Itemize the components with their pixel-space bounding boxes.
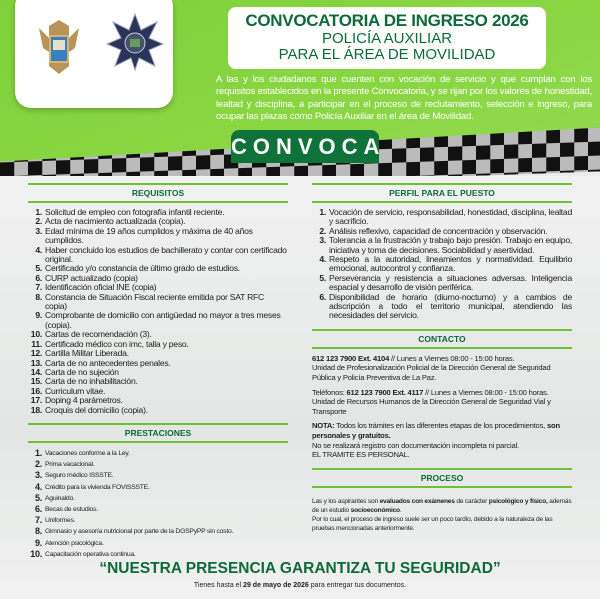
text: de carácter: [454, 497, 489, 505]
section-title: CONTACTO: [312, 329, 572, 349]
prestaciones-section: [28, 423, 288, 560]
text: Las y los aspirantes son: [312, 497, 380, 505]
left-column: [28, 183, 288, 560]
item-text: Vocación de servicio, responsabilidad, honestidad, disciplina, lealtad y sacrificio.: [329, 207, 572, 227]
item-number: 1.: [35, 207, 42, 217]
list-item: [28, 504, 288, 515]
section-title: PRESTACIONES: [28, 423, 288, 443]
section-title: PERFIL PARA EL PUESTO: [312, 183, 572, 203]
item-text: Curriculum vitae.: [45, 385, 106, 396]
item-text: Capacitación operativa continua.: [45, 550, 136, 558]
list-item: [28, 459, 288, 470]
list-item: [28, 293, 288, 312]
contact-1: [312, 354, 572, 383]
requisitos-list: [28, 208, 288, 415]
item-number: 10.: [30, 548, 42, 559]
item-text: Tolerancia a la frustración y trabajo bajo presión. Trabajo en equipo, iniciativa y toma de decisiones. Sociabilidad y asertividad.: [329, 235, 572, 255]
item-text: Solicitud de empleo con fotografía infantil reciente.: [45, 207, 225, 217]
item-text: Acta de nacimiento actualizada (copia).: [45, 216, 186, 227]
text: para entregar tus documentos.: [308, 582, 407, 589]
phone-label: Teléfonos:: [312, 387, 347, 397]
item-number: 15.: [30, 376, 42, 387]
item-text: Carta de no antecedentes penales.: [45, 357, 171, 368]
unit-2: Unidad de Recursos Humanos de la Dirección General de Seguridad Vial y Transporte: [312, 397, 551, 416]
item-number: 7.: [35, 282, 42, 293]
main-title: CONVOCATORIA DE INGRESO 2026: [245, 11, 529, 30]
item-number: 6.: [35, 272, 42, 283]
item-text: Certificado y/o constancia de último grado de estudios.: [45, 263, 241, 274]
item-text: Croquis del domicilio (copia).: [45, 404, 148, 415]
item-text: Prima vacacional.: [45, 461, 95, 469]
deadline-text: [0, 582, 600, 589]
item-text: Becas de estudios.: [45, 505, 98, 513]
item-text: Perseverancia y resistencia a situaciones adversas. Inteligencia espacial y desarrollo de visión periférica.: [329, 272, 572, 293]
list-item: [312, 293, 572, 321]
item-text: Carta de no inhabilitación.: [45, 376, 138, 387]
item-text: Edad mínima de 19 años cumplidos y máxima de 40 años cumplidos.: [45, 225, 253, 246]
item-number: 9.: [34, 537, 42, 548]
item-text: Gimnasio y asesoría nutricional por parte de la DGSPyPP sin costo.: [45, 528, 234, 536]
list-item: [28, 493, 288, 504]
section-title: PROCESO: [312, 468, 572, 488]
list-item: [28, 482, 288, 493]
list-item: [312, 236, 572, 255]
item-text: Seguro médico ISSSTE.: [45, 472, 114, 480]
section-title: REQUISITOS: [28, 183, 288, 203]
list-item: [28, 515, 288, 526]
list-item: [28, 227, 288, 246]
item-number: 4.: [319, 254, 326, 265]
text: Por lo cual, el proceso de ingreso suele ser un poco tardío, debido a la naturaleza de las pruebas mencionadas anteriormente.: [312, 515, 553, 532]
contact-2: [312, 388, 572, 417]
convoca-banner: CONVOCA: [231, 130, 379, 163]
item-text: Certificado médico con imc, talla y peso.: [45, 338, 189, 349]
item-number: 4.: [34, 481, 42, 492]
item-number: 5.: [319, 272, 326, 283]
item-text: Vacaciones conforme a la Ley.: [45, 449, 130, 457]
item-text: Análisis reflexivo, capacidad de concentración y observación.: [329, 225, 548, 236]
item-text: CURP actualizado (copia): [45, 272, 138, 283]
hours-1: // Lunes a Viernes 08:00 - 15:00 horas.: [389, 353, 515, 363]
list-item: [312, 274, 572, 293]
item-text: Carta de no sujeción: [45, 366, 119, 377]
municipal-crest-icon: [35, 18, 83, 76]
item-number: 1.: [319, 207, 326, 217]
nota: [312, 421, 572, 459]
item-text: Respeto a la autoridad, lineamientos y normatividad. Equilibrio emocional, autocontrol y confianza.: [329, 254, 572, 274]
item-text: Atención psicológica.: [45, 539, 104, 547]
phone-2[interactable]: 612 123 7900 Ext. 4117: [346, 387, 424, 397]
item-text: Cartas de recomendación (3).: [45, 329, 152, 340]
nota-text: Todos los trámites en las diferentes etapas de los procedimientos,: [334, 421, 547, 431]
nota-2: No se realizará registro con documentación incompleta ni parcial.: [312, 440, 519, 450]
item-number: 17.: [30, 395, 42, 406]
item-text: Disponibilidad de horario (diurno-nocturno) y a cambios de adscripción a todo el territorio municipal, atendiendo las necesidades del servicio.: [329, 291, 572, 321]
phone-1[interactable]: 612 123 7900 Ext. 4104: [312, 353, 390, 363]
item-number: 10.: [30, 329, 42, 340]
nota-3: EL TRAMITE ES PERSONAL.: [312, 450, 410, 460]
text: Tienes hasta el: [193, 582, 244, 589]
item-number: 6.: [319, 291, 326, 302]
deadline-date: 29 de mayo de 2026: [243, 582, 309, 589]
title-box: [228, 7, 546, 69]
item-text: Doping 4 parámetros.: [45, 395, 123, 406]
list-item: [28, 246, 288, 265]
text: además de un estudio: [312, 497, 572, 514]
police-star-badge-icon: [105, 12, 165, 72]
hours-2: // Lunes a Viernes 08:00 - 15:00 horas.: [423, 387, 549, 397]
item-number: 2.: [319, 225, 326, 236]
item-number: 9.: [35, 310, 42, 321]
list-item: [28, 470, 288, 481]
contacto-section: [312, 329, 572, 460]
item-number: 8.: [34, 526, 42, 537]
item-text: Uniformes.: [45, 517, 76, 525]
logos-panel: [15, 0, 173, 108]
slogan: “NUESTRA PRESENCIA GARANTIZA TU SEGURIDAD”: [99, 560, 501, 577]
requisitos-section: [28, 183, 288, 415]
item-text: Comprobante de domicilio con antigüedad no mayor a tres meses (copia).: [45, 310, 281, 330]
subtitle-1: POLICÍA AUXILIAR: [321, 30, 453, 47]
item-number: 2.: [34, 459, 42, 470]
item-text: Identificación oficial INE (copia): [45, 282, 157, 293]
item-number: 16.: [30, 385, 42, 396]
item-number: 14.: [30, 366, 42, 377]
text: .: [399, 506, 402, 514]
list-item: [28, 549, 288, 560]
item-number: 2.: [35, 216, 42, 227]
item-number: 5.: [34, 492, 42, 503]
item-number: 6.: [34, 503, 42, 514]
prestaciones-list: [28, 448, 288, 560]
intro-text: A las y los ciudadanos que cuenten con vocación de servicio y que cumplan con los requisitos establecidos en la presente Convocatoria, y se rijan por los valores de honestidad, lealtad y disciplina, a participar en el proceso de reclutamiento, selección e ingreso, para ocupar las plazas como Policía Auxiliar en el área de Movilidad.: [216, 74, 592, 123]
item-number: 4.: [35, 244, 42, 255]
item-number: 7.: [34, 515, 42, 526]
item-text: Crédito para la vivienda FOVISSSTE.: [45, 483, 150, 491]
item-text: Haber concluido los estudios de bachillerato y contar con certificado original.: [45, 244, 287, 265]
item-number: 1.: [34, 447, 42, 458]
proceso-section: [312, 468, 572, 533]
item-number: 11.: [31, 338, 42, 349]
proceso-text: [312, 497, 572, 533]
item-text: Cartilla Militar Liberada.: [45, 348, 129, 359]
item-number: 5.: [35, 263, 42, 274]
item-text: Aguinaldo.: [45, 494, 75, 502]
list-item: [28, 406, 288, 415]
item-number: 3.: [35, 225, 42, 236]
list-item: [28, 311, 288, 330]
list-item: [28, 448, 288, 459]
item-number: 3.: [34, 470, 42, 481]
item-number: 18.: [30, 404, 42, 415]
text-bold: psicológico y físico,: [488, 497, 548, 505]
nota-label: NOTA:: [312, 421, 335, 431]
item-text: Constancia de Situación Fiscal reciente emitida por SAT RFC copia): [45, 291, 264, 312]
item-number: 12.: [30, 348, 42, 359]
list-item: [28, 538, 288, 549]
text-bold: evaluados con exámenes: [379, 497, 455, 505]
list-item: [312, 255, 572, 274]
item-number: 13.: [30, 357, 42, 368]
text-bold: socioeconómico: [350, 506, 400, 514]
nota-bold: son personales y gratuitos.: [312, 421, 560, 441]
list-item: [312, 208, 572, 227]
perfil-section: [312, 183, 572, 321]
item-number: 3.: [319, 235, 326, 246]
subtitle-2: PARA EL ÁREA DE MOVILIDAD: [278, 46, 496, 63]
right-column: [312, 183, 572, 533]
unit-1: Unidad de Profesionalización Policial de la Dirección General de Seguridad Pública y Policía Preventiva de La Paz.: [312, 363, 551, 383]
perfil-list: [312, 208, 572, 321]
item-number: 8.: [35, 291, 42, 302]
list-item: [28, 526, 288, 537]
